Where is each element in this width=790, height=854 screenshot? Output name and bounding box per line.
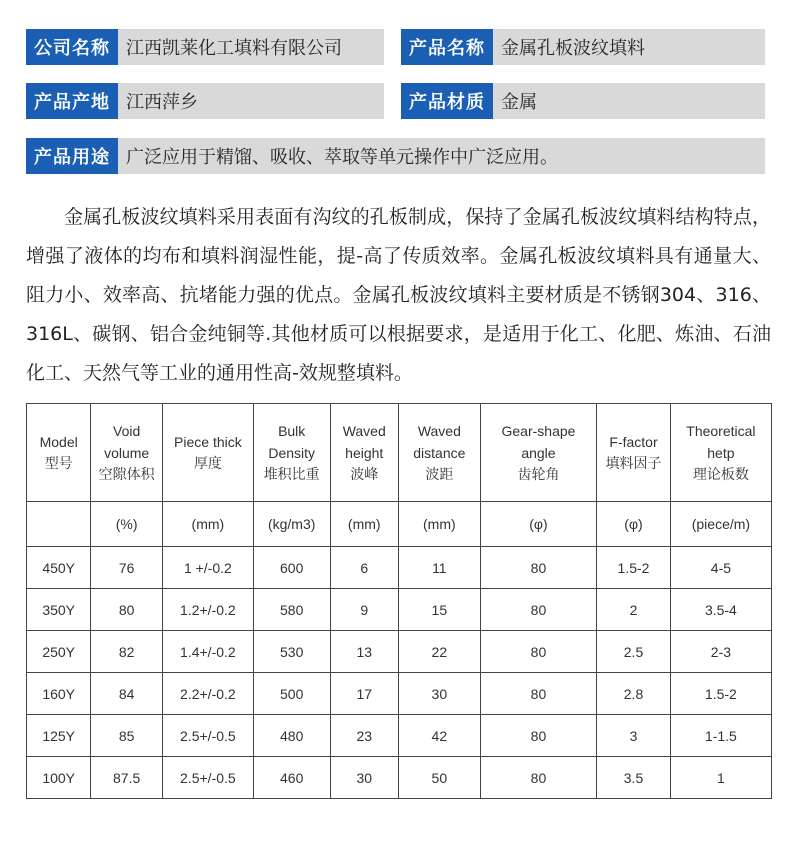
header-en-label: Gear-shape angle	[501, 422, 576, 461]
material-value: 金属	[493, 83, 765, 119]
table-header-cell	[480, 404, 597, 502]
table-cell: 80	[480, 547, 597, 589]
table-cell: 11	[398, 547, 480, 589]
table-cell: 500	[253, 673, 330, 715]
table-cell: 82	[91, 631, 163, 673]
table-header-cell	[27, 404, 91, 502]
table-cell: 80	[480, 715, 597, 757]
unit-cell: (mm)	[398, 502, 480, 547]
table-cell: 2	[597, 589, 671, 631]
table-cell: 6	[330, 547, 398, 589]
model-cell: 125Y	[27, 715, 91, 757]
model-cell: 250Y	[27, 631, 91, 673]
table-row	[27, 547, 772, 589]
info-row-origin	[26, 83, 384, 119]
table-cell: 3.5-4	[670, 589, 771, 631]
table-cell: 580	[253, 589, 330, 631]
table-cell: 2.5	[597, 631, 671, 673]
table-cell: 50	[398, 757, 480, 799]
table-cell: 460	[253, 757, 330, 799]
usage-label: 产品用途	[26, 138, 118, 174]
table-cell: 30	[330, 757, 398, 799]
table-cell: 84	[91, 673, 163, 715]
table-cell: 9	[330, 589, 398, 631]
table-cell: 17	[330, 673, 398, 715]
info-row-company	[26, 29, 384, 65]
header-cn-label: 堆积比重	[263, 466, 320, 483]
header-en-label: Theoretical hetp	[686, 422, 756, 461]
info-row-material	[401, 83, 765, 119]
header-en-label: Model	[39, 433, 78, 450]
unit-cell: (mm)	[330, 502, 398, 547]
table-header-cell	[91, 404, 163, 502]
table-cell: 1 +/-0.2	[162, 547, 253, 589]
table-cell: 1.2+/-0.2	[162, 589, 253, 631]
header-en-label: Piece thick	[174, 433, 242, 450]
table-cell: 23	[330, 715, 398, 757]
unit-cell: (φ)	[480, 502, 597, 547]
table-cell: 30	[398, 673, 480, 715]
table-header-cell	[398, 404, 480, 502]
table-cell: 15	[398, 589, 480, 631]
table-row	[27, 673, 772, 715]
header-en-label: Waved distance	[413, 422, 466, 461]
table-cell: 80	[480, 589, 597, 631]
info-row-usage	[26, 138, 765, 174]
table-header-cell	[597, 404, 671, 502]
table-cell: 80	[91, 589, 163, 631]
model-cell: 450Y	[27, 547, 91, 589]
product-value: 金属孔板波纹填料	[493, 29, 765, 65]
unit-cell: (piece/m)	[670, 502, 771, 547]
table-cell: 87.5	[91, 757, 163, 799]
header-en-label: Void volume	[104, 422, 150, 461]
header-en-label: Bulk Density	[268, 422, 316, 461]
unit-cell: (%)	[91, 502, 163, 547]
table-cell: 85	[91, 715, 163, 757]
header-cn-label: 空隙体积	[98, 466, 155, 483]
table-cell: 3	[597, 715, 671, 757]
table-cell: 1-1.5	[670, 715, 771, 757]
table-header-cell	[162, 404, 253, 502]
header-en-label: Waved height	[342, 422, 386, 461]
header-cn-label: 理论板数	[692, 466, 749, 483]
table-row	[27, 631, 772, 673]
origin-value: 江西萍乡	[118, 83, 384, 119]
unit-cell	[27, 502, 91, 547]
table-cell: 2-3	[670, 631, 771, 673]
table-cell: 2.5+/-0.5	[162, 757, 253, 799]
table-units-row	[27, 502, 772, 547]
model-cell: 160Y	[27, 673, 91, 715]
table-header-cell	[670, 404, 771, 502]
table-cell: 80	[480, 631, 597, 673]
info-row-product	[401, 29, 765, 65]
spec-table	[26, 403, 772, 799]
table-cell: 480	[253, 715, 330, 757]
table-row	[27, 589, 772, 631]
table-cell: 80	[480, 757, 597, 799]
header-en-label: F-factor	[609, 433, 658, 450]
unit-cell: (mm)	[162, 502, 253, 547]
origin-label: 产品产地	[26, 83, 118, 119]
unit-cell: (φ)	[597, 502, 671, 547]
table-header-row	[27, 404, 772, 502]
table-cell: 76	[91, 547, 163, 589]
header-cn-label: 波峰	[350, 466, 379, 483]
table-header-cell	[253, 404, 330, 502]
product-label: 产品名称	[401, 29, 493, 65]
product-description: 金属孔板波纹填料采用表面有沟纹的孔板制成，保持了金属孔板波纹填料结构特点，增强了液体的均布和填料润湿性能，提-高了传质效率。金属孔板波纹填料具有通量大、阻力小、效率高、抗堵能力强的优点。金属孔板波纹填料主要材质是不锈钢304、316、316L、碳钢、铝合金纯铜等.其他材质可以根据要求，是适用于化工、化肥、炼油、石油化工、天然气等工业的通用性高-效规整填料。	[26, 206, 771, 384]
table-header-cell	[330, 404, 398, 502]
table-cell: 22	[398, 631, 480, 673]
table-cell: 2.2+/-0.2	[162, 673, 253, 715]
table-row	[27, 715, 772, 757]
table-cell: 1.5-2	[597, 547, 671, 589]
table-cell: 1.5-2	[670, 673, 771, 715]
table-cell: 3.5	[597, 757, 671, 799]
table-cell: 80	[480, 673, 597, 715]
model-cell: 100Y	[27, 757, 91, 799]
company-label: 公司名称	[26, 29, 118, 65]
header-cn-label: 型号	[44, 455, 73, 472]
table-cell: 42	[398, 715, 480, 757]
company-value: 江西凯莱化工填料有限公司	[118, 29, 384, 65]
table-row	[27, 757, 772, 799]
table-cell: 1	[670, 757, 771, 799]
material-label: 产品材质	[401, 83, 493, 119]
table-cell: 1.4+/-0.2	[162, 631, 253, 673]
header-cn-label: 齿轮角	[517, 466, 560, 483]
table-cell: 4-5	[670, 547, 771, 589]
header-cn-label: 厚度	[193, 455, 222, 472]
model-cell: 350Y	[27, 589, 91, 631]
table-cell: 2.5+/-0.5	[162, 715, 253, 757]
unit-cell: (kg/m3)	[253, 502, 330, 547]
usage-value: 广泛应用于精馏、吸收、萃取等单元操作中广泛应用。	[118, 138, 765, 174]
table-cell: 530	[253, 631, 330, 673]
table-cell: 600	[253, 547, 330, 589]
table-cell: 2.8	[597, 673, 671, 715]
header-cn-label: 波距	[425, 466, 454, 483]
header-cn-label: 填料因子	[605, 455, 662, 472]
table-cell: 13	[330, 631, 398, 673]
